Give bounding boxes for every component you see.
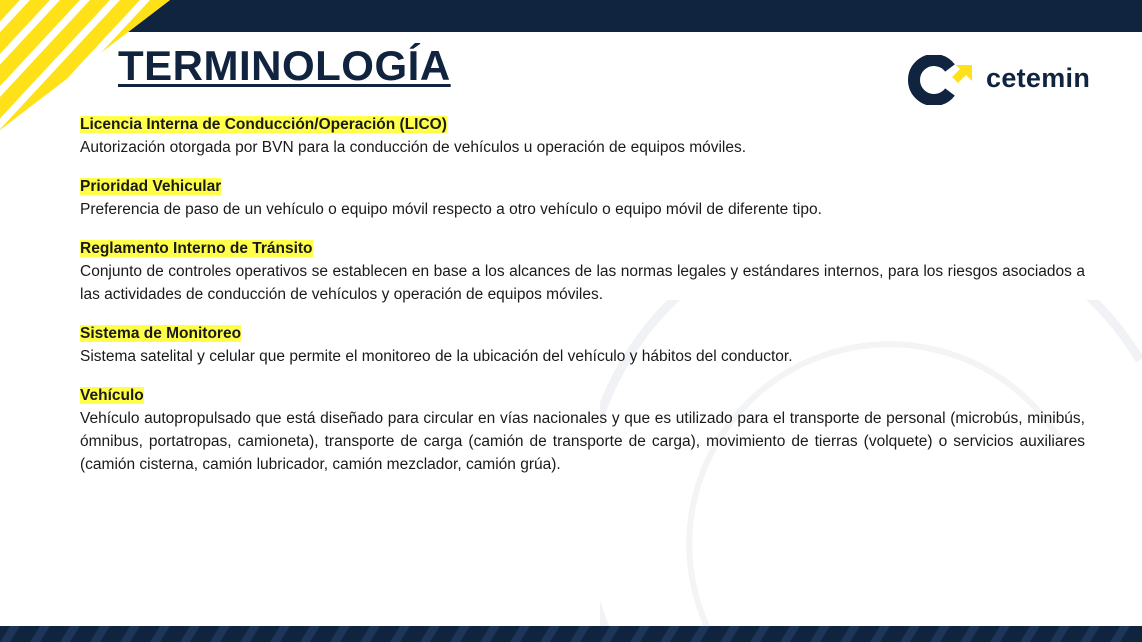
term-title: Vehículo bbox=[80, 387, 144, 404]
term-definition: Preferencia de paso de un vehículo o equipo móvil respecto a otro vehículo o equipo móvil de diferente tipo. bbox=[80, 201, 822, 218]
term-definition: Sistema satelital y celular que permite el monitoreo de la ubicación del vehículo y hábitos del conductor. bbox=[80, 348, 793, 365]
top-band bbox=[0, 0, 1142, 32]
bottom-stripes-decoration bbox=[0, 626, 1142, 642]
term-definition: Vehículo autopropulsado que está diseñado para circular en vías nacionales y que es utilizado para el transporte de personal (microbús, minibús, ómnibus, portatropas, camioneta), transporte de carga (camión de transporte de carga), movimiento de tierras (volquete) o servicios auxiliares (camión cisterna, camión lubricador, camión mezclador, camión grúa). bbox=[80, 410, 1085, 473]
term-title: Sistema de Monitoreo bbox=[80, 325, 242, 342]
bottom-band bbox=[0, 626, 1142, 642]
term-lico bbox=[80, 113, 1085, 159]
term-definition: Autorización otorgada por BVN para la conducción de vehículos u operación de equipos móviles. bbox=[80, 139, 747, 156]
term-definition: Conjunto de controles operativos se establecen en base a los alcances de las normas legales y estándares internos, para los riesgos asociados a las actividades de conducción de vehículos y operación de equipos móviles. bbox=[80, 263, 1085, 303]
cetemin-logo bbox=[906, 55, 1106, 105]
term-prioridad-vehicular bbox=[80, 175, 1085, 221]
term-title: Reglamento Interno de Tránsito bbox=[80, 240, 313, 257]
term-title: Licencia Interna de Conducción/Operación (LICO) bbox=[80, 116, 447, 133]
logo-text: cetemin bbox=[986, 63, 1091, 93]
term-title: Prioridad Vehicular bbox=[80, 178, 222, 195]
term-reglamento-interno bbox=[80, 237, 1085, 306]
term-vehiculo bbox=[80, 384, 1085, 476]
terms-list bbox=[80, 113, 1085, 492]
page-title: TERMINOLOGÍA bbox=[118, 42, 451, 89]
term-sistema-monitoreo bbox=[80, 322, 1085, 368]
